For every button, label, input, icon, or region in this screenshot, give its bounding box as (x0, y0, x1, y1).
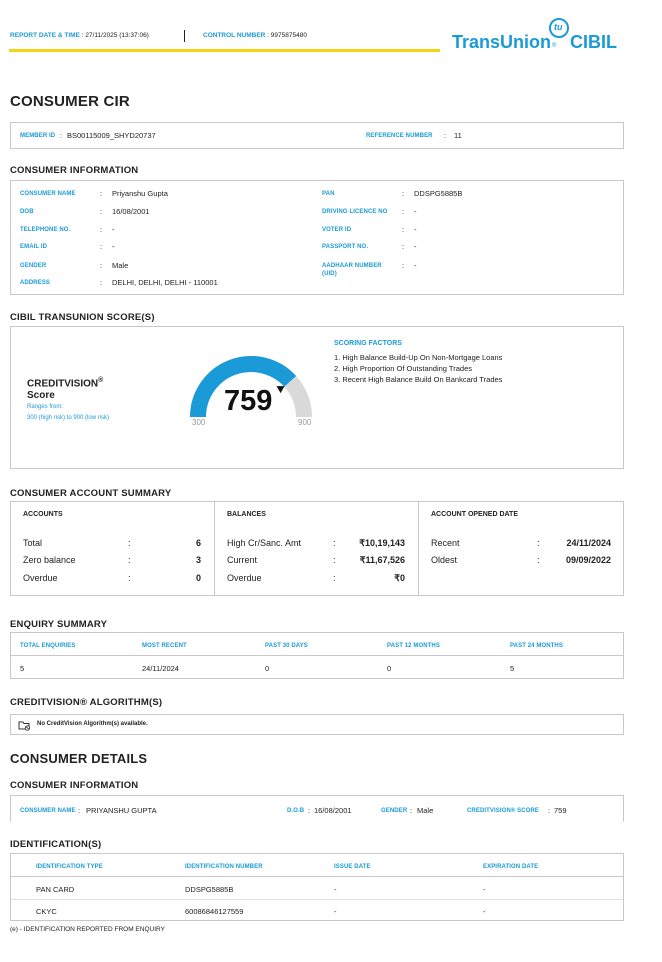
consumer-name-colon: : (100, 189, 103, 198)
score-name-line2: Score (27, 390, 55, 402)
consumer-info-box (10, 180, 624, 295)
opened-recent-colon: : (537, 538, 540, 548)
algorithm-message: No CreditVision Algorithm(s) available. (37, 721, 148, 727)
score-name-line1: CREDITVISION (27, 378, 99, 390)
logo-cibil: CIBIL (570, 32, 617, 52)
algorithm-box (10, 714, 624, 735)
id-row2-number: 60086846127559 (185, 907, 244, 916)
enquiry-summary-box (10, 632, 624, 679)
identification-footnote: (e) - IDENTIFICATION REPORTED FROM ENQUIRY (10, 926, 165, 933)
cd-name-colon: : (78, 806, 81, 815)
score-min: 300 (192, 418, 206, 427)
address-label: ADDRESS (20, 280, 51, 286)
balances-overdue-value: ₹0 (394, 573, 405, 583)
accounts-zero-label: Zero balance (23, 555, 76, 565)
page-title: CONSUMER CIR (10, 93, 130, 110)
driving-licence-colon: : (402, 207, 405, 216)
summary-divider-1 (214, 502, 215, 595)
id-row1-type: PAN CARD (36, 885, 75, 894)
enquiry-value-30days: 0 (265, 664, 270, 673)
id-header-issue: ISSUE DATE (334, 864, 371, 870)
balances-current-colon: : (333, 555, 336, 565)
balances-high-value: ₹10,19,143 (359, 538, 405, 548)
score-max: 900 (298, 418, 312, 427)
cd-name-value: PRIYANSHU GUPTA (86, 806, 157, 815)
cd-dob-colon: : (308, 806, 311, 815)
algorithm-title: CREDITVISION® ALGORITHM(S) (10, 697, 163, 708)
aadhaar-label: AADHAAR NUMBER (322, 263, 382, 269)
control-number: CONTROL NUMBER : 9975875480 (203, 32, 307, 39)
id-row2-expiration: - (483, 907, 486, 916)
balances-high-colon: : (333, 538, 336, 548)
balances-current-value: ₹11,67,526 (359, 555, 405, 565)
summary-divider-2 (418, 502, 419, 595)
cd-gender-value: Male (417, 806, 434, 815)
scoring-factor-2: 2. High Proportion Of Outstanding Trades (334, 364, 472, 373)
report-date: REPORT DATE & TIME : 27/11/2025 (13:37:06) (10, 32, 149, 39)
pan-label: PAN (322, 191, 335, 197)
telephone-label: TELEPHONE NO. (20, 227, 71, 233)
aadhaar-label-uid: (UID) (322, 271, 337, 277)
accounts-overdue-value: 0 (195, 573, 201, 583)
accounts-heading: ACCOUNTS (23, 511, 63, 518)
accounts-total-label: Total (23, 538, 43, 548)
consumer-details-subtitle: CONSUMER INFORMATION (10, 780, 139, 791)
id-header-number: IDENTIFICATION NUMBER (185, 864, 263, 870)
identification-box (10, 853, 624, 921)
email-label: EMAIL ID (20, 244, 48, 250)
opened-oldest-value: 09/09/2022 (565, 555, 611, 565)
gender-colon: : (100, 261, 103, 270)
voter-id-label: VOTER ID (322, 227, 352, 233)
member-id-colon: : (60, 131, 63, 140)
gender-label: GENDER (20, 263, 47, 269)
balances-heading: BALANCES (227, 511, 266, 518)
member-box (10, 122, 624, 149)
scoring-factors-title: SCORING FACTORS (334, 340, 402, 347)
cd-gender-label: GENDER (381, 808, 408, 814)
report-date-value: 27/11/2025 (13:37:06) (85, 32, 149, 39)
accounts-overdue-label: Overdue (23, 573, 58, 583)
logo-reg-mark: ® (552, 43, 557, 49)
cd-name-label: CONSUMER NAME (20, 808, 76, 814)
enquiry-summary-title: ENQUIRY SUMMARY (10, 619, 108, 630)
balances-current-label: Current (227, 555, 258, 565)
consumer-details-title: CONSUMER DETAILS (10, 751, 148, 766)
accounts-zero-colon: : (128, 555, 131, 565)
opened-oldest-colon: : (537, 555, 540, 565)
address-colon: : (100, 278, 103, 287)
balances-high-label: High Cr/Sanc. Amt (227, 538, 302, 548)
cd-score-label: CREDITVISION® SCORE (467, 808, 539, 814)
accounts-zero-value: 3 (195, 555, 201, 565)
accounts-total-value: 6 (195, 538, 201, 548)
pan-colon: : (402, 189, 405, 198)
accounts-total-colon: : (128, 538, 131, 548)
telephone-colon: : (100, 225, 103, 234)
passport-value: - (414, 242, 417, 251)
cd-score-colon: : (548, 806, 551, 815)
consumer-details-box (10, 795, 624, 822)
enquiry-value-24months: 5 (510, 664, 515, 673)
header-accent-line (9, 49, 440, 52)
report-header (0, 0, 662, 60)
id-row2-type: CKYC (36, 907, 57, 916)
dob-label: DOB (20, 209, 34, 215)
gauge-marker-icon (277, 386, 285, 393)
reference-colon: : (444, 131, 447, 140)
pan-value: DDSPG5885B (414, 189, 463, 198)
account-summary-box (10, 501, 624, 596)
scoring-factor-3: 3. Recent High Balance Build On Bankcard Trades (334, 375, 503, 384)
score-ranges-label: Ranges from: (27, 404, 64, 410)
score-name (27, 375, 103, 402)
cd-score-value: 759 (554, 806, 567, 815)
passport-label: PASSPORT NO. (322, 244, 369, 250)
consumer-name-value: Priyanshu Gupta (112, 189, 168, 198)
logo-badge-text: tu (554, 22, 563, 32)
report-date-label: REPORT DATE & TIME (10, 32, 80, 39)
id-row2-issue: - (334, 907, 337, 916)
passport-colon: : (402, 242, 405, 251)
accounts-overdue-colon: : (128, 573, 131, 583)
enquiry-header-total: TOTAL ENQUIRIES (20, 643, 76, 649)
cd-gender-colon: : (410, 806, 413, 815)
voter-id-colon: : (402, 225, 405, 234)
cd-dob-value: 16/08/2001 (314, 806, 352, 815)
enquiry-header-recent: MOST RECENT (142, 643, 187, 649)
balances-overdue-label: Overdue (227, 573, 262, 583)
scoring-factor-1: 1. High Balance Build-Up On Non-Mortgage Loans (334, 353, 503, 362)
enquiry-header-24months: PAST 24 MONTHS (510, 643, 563, 649)
id-header-expiration: EXPIRATION DATE (483, 864, 539, 870)
id-row1-issue: - (334, 885, 337, 894)
member-id-label: MEMBER ID (20, 133, 56, 139)
enquiry-header-12months: PAST 12 MONTHS (387, 643, 440, 649)
account-summary-title: CONSUMER ACCOUNT SUMMARY (10, 488, 172, 499)
id-row1-number: DDSPG5885B (185, 885, 234, 894)
member-id-value: BS00115009_SHYD20737 (67, 131, 156, 140)
header-divider (184, 30, 185, 42)
logo-badge-icon (549, 18, 569, 38)
score-section-title: CIBIL TRANSUNION SCORE(S) (10, 312, 155, 323)
opened-oldest-label: Oldest (431, 555, 458, 565)
id-header-type: IDENTIFICATION TYPE (36, 864, 103, 870)
control-number-value: 9975875480 (270, 32, 307, 39)
no-data-folder-icon (18, 720, 31, 731)
table-row (11, 900, 623, 921)
address-value: DELHI, DELHI, DELHI - 110001 (112, 278, 218, 287)
score-value: 759 (224, 385, 273, 417)
enquiry-value-12months: 0 (387, 664, 392, 673)
transunion-cibil-logo (452, 16, 632, 56)
logo-transunion: TransUnion (452, 32, 552, 52)
opened-recent-value: 24/11/2024 (566, 538, 611, 548)
voter-id-value: - (414, 225, 417, 234)
email-colon: : (100, 242, 103, 251)
enquiry-header-30days: PAST 30 DAYS (265, 643, 308, 649)
opened-heading: ACCOUNT OPENED DATE (431, 511, 518, 518)
identification-title: IDENTIFICATION(S) (10, 839, 102, 850)
score-ranges-value: 300 (high risk) to 900 (low risk) (27, 415, 110, 421)
cd-dob-label: D.O.B (287, 808, 305, 814)
reference-value: 11 (454, 131, 462, 140)
enquiry-value-recent: 24/11/2024 (142, 664, 179, 673)
balances-overdue-colon: : (333, 573, 336, 583)
score-reg-mark: ® (98, 377, 104, 384)
driving-licence-label: DRIVING LICENCE NO (322, 209, 388, 215)
opened-recent-label: Recent (431, 538, 460, 548)
enquiry-value-total: 5 (20, 664, 25, 673)
id-row1-expiration: - (483, 885, 486, 894)
email-value: - (112, 242, 115, 251)
aadhaar-value: - (414, 261, 417, 270)
consumer-name-label: CONSUMER NAME (20, 191, 76, 197)
dob-value: 16/08/2001 (112, 207, 150, 216)
reference-label: REFERENCE NUMBER (366, 133, 433, 139)
enquiry-header-divider (11, 655, 623, 656)
dob-colon: : (100, 207, 103, 216)
table-row (11, 877, 623, 899)
telephone-value: - (112, 225, 115, 234)
control-number-label: CONTROL NUMBER (203, 32, 266, 39)
score-box (10, 326, 624, 469)
driving-licence-value: - (414, 207, 417, 216)
gender-value: Male (112, 261, 129, 270)
consumer-info-title: CONSUMER INFORMATION (10, 165, 139, 176)
aadhaar-colon: : (402, 261, 405, 270)
